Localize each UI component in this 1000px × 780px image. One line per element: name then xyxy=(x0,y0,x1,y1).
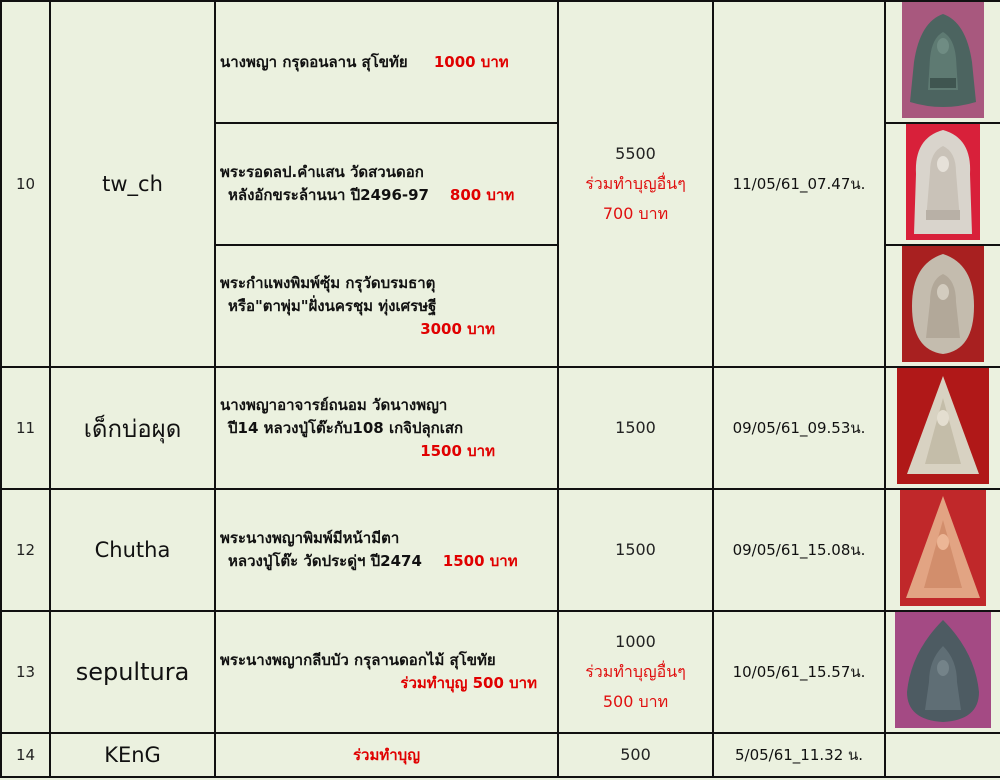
timestamp: 09/05/61_15.08น. xyxy=(713,489,885,611)
amulet-photo-white-triangle[interactable] xyxy=(897,368,989,484)
item-description: นางพญาอาจารย์ถนอม วัดนางพญา ปี14 หลวงปู่โต๊ะกับ108 เกจิปลุกเสก 1500 บาท xyxy=(215,367,558,489)
amulet-photo-grey-leaf[interactable] xyxy=(895,612,991,728)
item-description: พระรอดลป.คำแสน วัดสวนดอก หลังอักขระล้านนา ปี2496-97 800 บาท xyxy=(215,123,558,245)
donation-amount: 1500 xyxy=(558,367,713,489)
row-number: 13 xyxy=(1,611,50,733)
donation-amount: 1000 ร่วมทำบุญอื่นๆ 500 บาท xyxy=(558,611,713,733)
amulet-photo-cell xyxy=(885,245,1000,367)
row-number: 14 xyxy=(1,733,50,777)
donation-note-value: 700 บาท xyxy=(602,204,669,223)
donation-note: ร่วมทำบุญอื่นๆ xyxy=(585,662,686,681)
item-price: 3000 บาท xyxy=(420,319,495,338)
row-number: 12 xyxy=(1,489,50,611)
amulet-photo-cell xyxy=(885,123,1000,245)
member-name: tw_ch xyxy=(50,1,215,367)
amulet-photo-cell xyxy=(885,1,1000,123)
amulet-photo-cell xyxy=(885,367,1000,489)
item-description: พระนางพญากลีบบัว กรุลานดอกไม้ สุโขทัย ร่วมทำบุญ 500 บาท xyxy=(215,611,558,733)
table-row xyxy=(1,733,1000,777)
donation-amount: 1500 xyxy=(558,489,713,611)
donation-amount: 500 xyxy=(558,733,713,777)
donation-note: ร่วมทำบุญอื่นๆ xyxy=(585,174,686,193)
table-row xyxy=(1,367,1000,489)
item-description: พระนางพญาพิมพ์มีหน้ามีตา หลวงปู่โต๊ะ วัดประดู่ฯ ปี2474 1500 บาท xyxy=(215,489,558,611)
item-price: 1500 บาท xyxy=(420,441,495,460)
table-row xyxy=(1,1,1000,123)
table-row xyxy=(1,611,1000,733)
member-name: Chutha xyxy=(50,489,215,611)
timestamp: 10/05/61_15.57น. xyxy=(713,611,885,733)
item-price: ร่วมทำบุญ 500 บาท xyxy=(400,674,537,692)
donation-amount: 5500 ร่วมทำบุญอื่นๆ 700 บาท xyxy=(558,1,713,367)
amulet-photo-clay-arched[interactable] xyxy=(902,246,984,362)
amulet-photo-dark-triangle[interactable] xyxy=(902,2,984,118)
amulet-photo-cell xyxy=(885,733,1000,777)
member-name: เด็กบ่อผุด xyxy=(50,367,215,489)
amulet-photo-white-arched[interactable] xyxy=(906,124,980,240)
timestamp: 5/05/61_11.32 น. xyxy=(713,733,885,777)
item-price: 800 บาท xyxy=(449,186,515,204)
row-number: 10 xyxy=(1,1,50,367)
item-description: ร่วมทำบุญ xyxy=(215,733,558,777)
amulet-photo-cell xyxy=(885,489,1000,611)
item-description: พระกำแพงพิมพ์ซุ้ม กรุวัดบรมธาตุ หรือ"ตาพุ่ม"ฝั่งนครชุม ทุ่งเศรษฐี 3000 บาท xyxy=(215,245,558,367)
amulet-photo-cell xyxy=(885,611,1000,733)
amulet-photo-orange-triangle[interactable] xyxy=(900,490,986,606)
donation-note-value: 500 บาท xyxy=(602,692,669,711)
timestamp: 09/05/61_09.53น. xyxy=(713,367,885,489)
item-description: นางพญา กรุดอนลาน สุโขทัย 1000 บาท xyxy=(215,1,558,123)
item-price: 1000 บาท xyxy=(433,52,509,71)
member-name: KEnG xyxy=(50,733,215,777)
item-price: 1500 บาท xyxy=(442,552,518,570)
table-row xyxy=(1,489,1000,611)
timestamp: 11/05/61_07.47น. xyxy=(713,1,885,367)
row-number: 11 xyxy=(1,367,50,489)
member-name: sepultura xyxy=(50,611,215,733)
